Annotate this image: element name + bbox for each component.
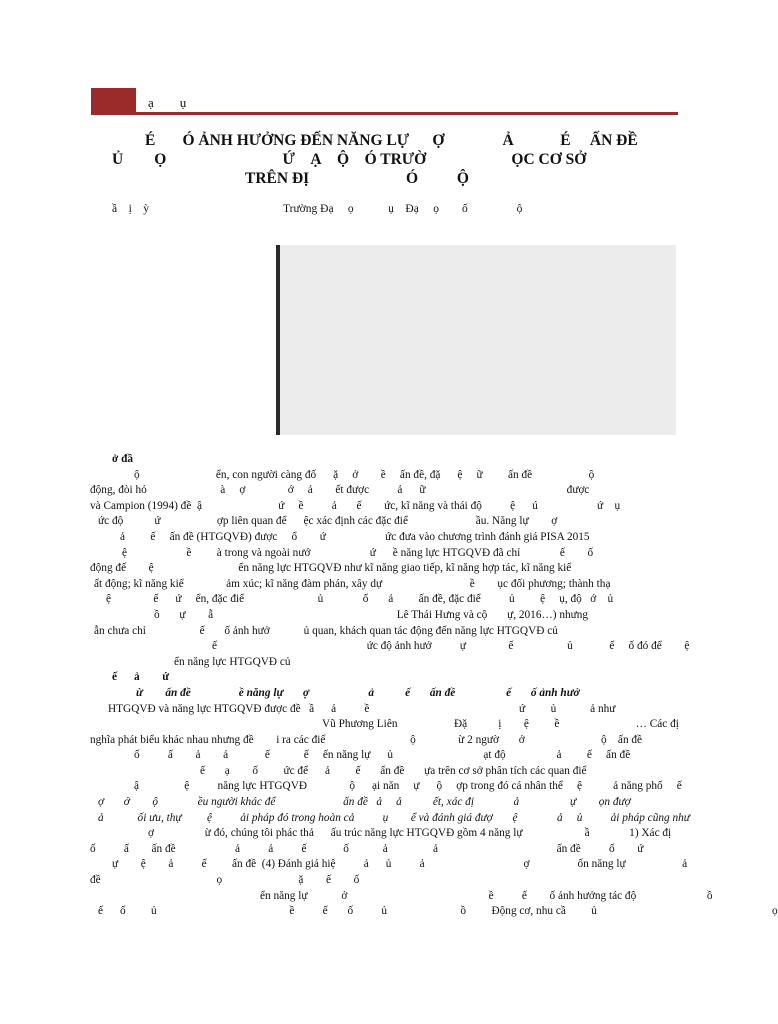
body-line: ệ ế ứ ển, đặc điể ủ ố ả ấn đề, đặc điể ủ ệ ụ, độ ớ ủ [106,593,614,606]
body-line: nghĩa phát biểu khác nhau nhưng đề i ra các điể ộ ừ 2 ngườ ở ộ ấn đề [90,733,643,746]
title-line-2: Ủ Ọ Ứ Ạ Ộ Ó TRƯỜ ỌC CƠ SỞ [112,151,587,168]
body-line: ển năng lực HTGQVĐ củ [174,655,291,668]
running-header: ạ ụ [148,95,187,110]
article-title [90,131,680,188]
body-line: ế ạ ố ức để ả ế ấn đề ựa trên cơ sở phân tích các quan điể [200,764,587,777]
body-line: đề ọ ặ ế ố [90,874,360,887]
body-line: ế ố ủ ề ế ố ủ ồ Động cơ, nhu cầ ủ ọ [98,905,778,918]
header-rule [136,112,678,115]
title-line-3: TRÊN ĐỊ Ó Ộ [245,170,469,187]
body-line: ở đầ [112,453,134,465]
body-line: động, đòi hỏ à ợ ớ ả ết được ả ữ được [90,484,590,497]
body-line: ộ ển, con người càng đố ặ ở ề ấn đề, đặ ệ ữ ấn đề ộ [134,468,595,481]
header-accent-block [91,88,136,115]
article-body [90,452,778,920]
title-line-1: É Ó ẢNH HƯỞNG ĐẾN NĂNG LỰ Ợ Ả É ẤN ĐỀ [145,132,638,149]
body-line: ự ệ ả ế ấn đề (4) Đánh giá hiệ ả ủ ả ợ ốn năng lự ả [112,858,688,871]
body-line: ế ả ứ [112,671,169,684]
body-line: động đế ệ ển năng lực HTGQVĐ như kĩ năng giao tiếp, kĩ năng hợp tác, kĩ năng kiể [90,562,572,575]
author-name: ầ ị ỳ [112,203,150,215]
body-line: ồ ự ẫ Lê Thái Hưng và cộ ự, 2016…) nhưng [154,608,589,621]
abstract-box [276,245,676,435]
body-line: ức độ ứ ợp liên quan để ệc xác định các đặc điể ầu. Năng lự ợ [98,515,558,528]
body-line: ển năng lự ở ề ế ố ảnh hưởng tác độ ồ [260,889,713,902]
body-line: ậ ệ năng lực HTGQVĐ ộ ại năn ự ộ ợp trong đó cá nhân thể ệ ả năng phố ế [134,780,682,793]
body-line: ất động; kĩ năng kiể ảm xúc; kĩ năng đàm phán, xây dự ề ục đối phương; thành thạ [94,577,611,590]
body-line: ợ ớ ộ ều người khác để ấn đề ả ả ết, xác đị ả ự ọn đượ [98,796,631,809]
body-line: ừ ấn đề ề năng lự ợ ả ế ấn đề ế ố ảnh hưở [136,686,580,699]
author-affiliation: Trường Đạ ọ ụ Đạ ọ ố ộ [283,203,523,215]
body-line: ố ấ ấn đề ả ả ế ố ả ả ấn đề ố ứ [90,842,644,855]
body-line: ợ ừ đó, chúng tôi phác thả ấu trúc năng lực HTGQVĐ gồm 4 năng lự ầ 1) Xác đị [148,827,672,840]
body-line: ế ức độ ảnh hưở ự ế ủ ế ố đó để ệ [212,640,690,653]
body-line: ả ế ấn đề (HTGQVĐ) được ổ ứ ức đưa vào chương trình đánh giá PISA 2015 [120,530,590,543]
body-line: ả ối ưu, thự ệ ải pháp đó trong hoàn cả ụ ể và đánh giá đượ ệ ả ủ ải pháp cũng như [98,811,690,824]
body-line: HTGQVĐ và năng lực HTGQVĐ được đề ầ ả ề ứ ủ ả như [108,702,616,715]
body-line: ẫn chưa chỉ ế ố ảnh hưở ủ quan, khách quan tác động đến năng lực HTGQVĐ củ [94,624,558,637]
body-line: ệ ề à trong và ngoài nướ ứ ề năng lực HTGQVĐ đã chỉ ế ố [122,546,594,559]
body-line: ố ấ ả ả ế ế ến năng lự ủ ạt độ ả ế ấn đề [134,749,631,762]
body-line: và Campion (1994) đề ậ ứ ề ả ế ức, kĩ năng và thái độ ệ ú ứ ụ [90,499,621,512]
body-line: Vũ Phương Liên Đặ ị ệ ề … Các đị [322,718,679,731]
